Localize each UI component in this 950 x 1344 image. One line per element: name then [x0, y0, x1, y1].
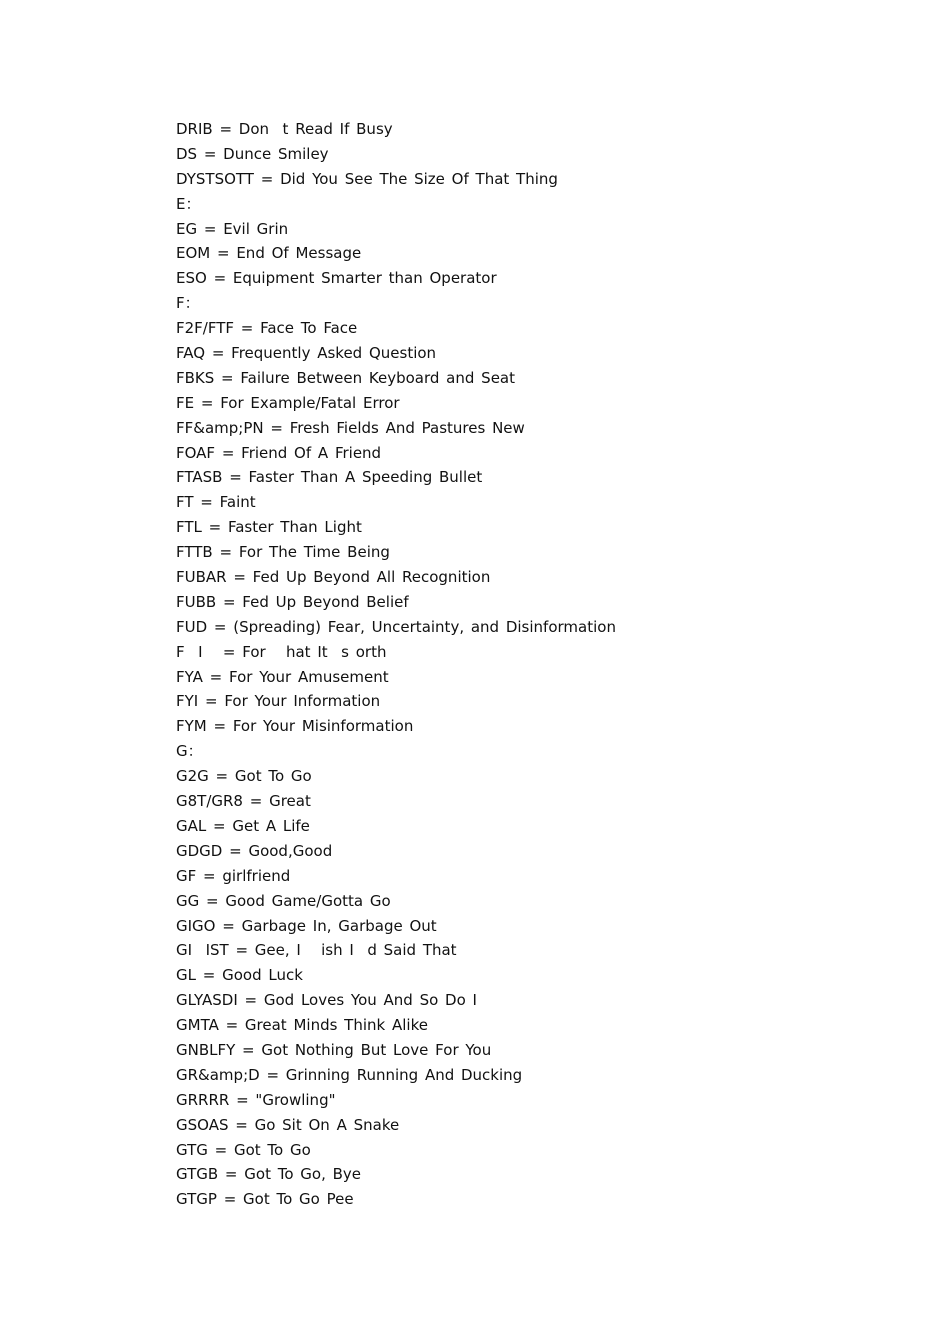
acronym-entry: FF&amp;PN = Fresh Fields And Pastures New [176, 418, 525, 437]
acronym-entry: GSOAS = Go Sit On A Snake [176, 1115, 400, 1134]
acronym-entry: DYSTSOTT = Did You See The Size Of That Thing [176, 169, 558, 188]
acronym-entry: GDGD = Good,Good [176, 841, 333, 860]
acronym-entry: GIGO = Garbage In, Garbage Out [176, 916, 437, 935]
acronym-entry: FTL = Faster Than Light [176, 518, 362, 537]
acronym-entry: DS = Dunce Smiley [176, 144, 329, 163]
acronym-entry: EOM = End Of Message [176, 244, 362, 263]
acronym-entry: FTTB = For The Time Being [176, 543, 390, 562]
acronym-entry: F I = For hat It s orth [176, 642, 387, 661]
acronym-entry: GF = girlfriend [176, 866, 291, 885]
acronym-entry: GAL = Get A Life [176, 816, 310, 835]
acronym-entry: G： [176, 742, 203, 761]
acronym-entry: GL = Good Luck [176, 966, 303, 985]
acronym-entry: G2G = Got To Go [176, 767, 312, 786]
acronym-entry: FUD = (Spreading) Fear, Uncertainty, and Disinformation [176, 617, 616, 636]
acronym-entry: GNBLFY = Got Nothing But Love For You [176, 1040, 492, 1059]
acronym-entry: GRRRR = "Growling" [176, 1090, 336, 1109]
acronym-entry: ESO = Equipment Smarter than Operator [176, 269, 497, 288]
acronym-entry: GTGP = Got To Go Pee [176, 1190, 354, 1209]
acronym-entry: FBKS = Failure Between Keyboard and Seat [176, 368, 515, 387]
acronym-entry: FTASB = Faster Than A Speeding Bullet [176, 468, 483, 487]
acronym-entry: G8T/GR8 = Great [176, 792, 311, 811]
acronym-entry: FYM = For Your Misinformation [176, 717, 414, 736]
acronym-entry: FUBB = Fed Up Beyond Belief [176, 592, 409, 611]
acronym-entry: GR&amp;D = Grinning Running And Ducking [176, 1065, 523, 1084]
acronym-entry: FE = For Example/Fatal Error [176, 393, 400, 412]
acronym-entry: FAQ = Frequently Asked Question [176, 344, 437, 363]
acronym-entry: FYA = For Your Amusement [176, 667, 389, 686]
acronym-entry: F2F/FTF = Face To Face [176, 319, 358, 338]
acronym-entry: FT = Faint [176, 493, 256, 512]
acronym-entry: FUBAR = Fed Up Beyond All Recognition [176, 568, 491, 587]
acronym-entry: E： [176, 194, 201, 213]
acronym-entry: GTGB = Got To Go, Bye [176, 1165, 362, 1184]
acronym-entry: GLYASDI = God Loves You And So Do I [176, 991, 477, 1010]
acronym-entry: F： [176, 294, 200, 313]
acronym-entry: EG = Evil Grin [176, 219, 289, 238]
acronym-entry: FYI = For Your Information [176, 692, 381, 711]
acronym-entry: GMTA = Great Minds Think Alike [176, 1016, 428, 1035]
acronym-entry: FOAF = Friend Of A Friend [176, 443, 382, 462]
acronym-entry: GI IST = Gee, I ish I d Said That [176, 941, 457, 960]
acronym-entry: GG = Good Game/Gotta Go [176, 891, 391, 910]
acronym-entry: GTG = Got To Go [176, 1140, 311, 1159]
acronym-entry: DRIB = Don t Read If Busy [176, 120, 393, 138]
acronym-list [176, 117, 616, 1212]
